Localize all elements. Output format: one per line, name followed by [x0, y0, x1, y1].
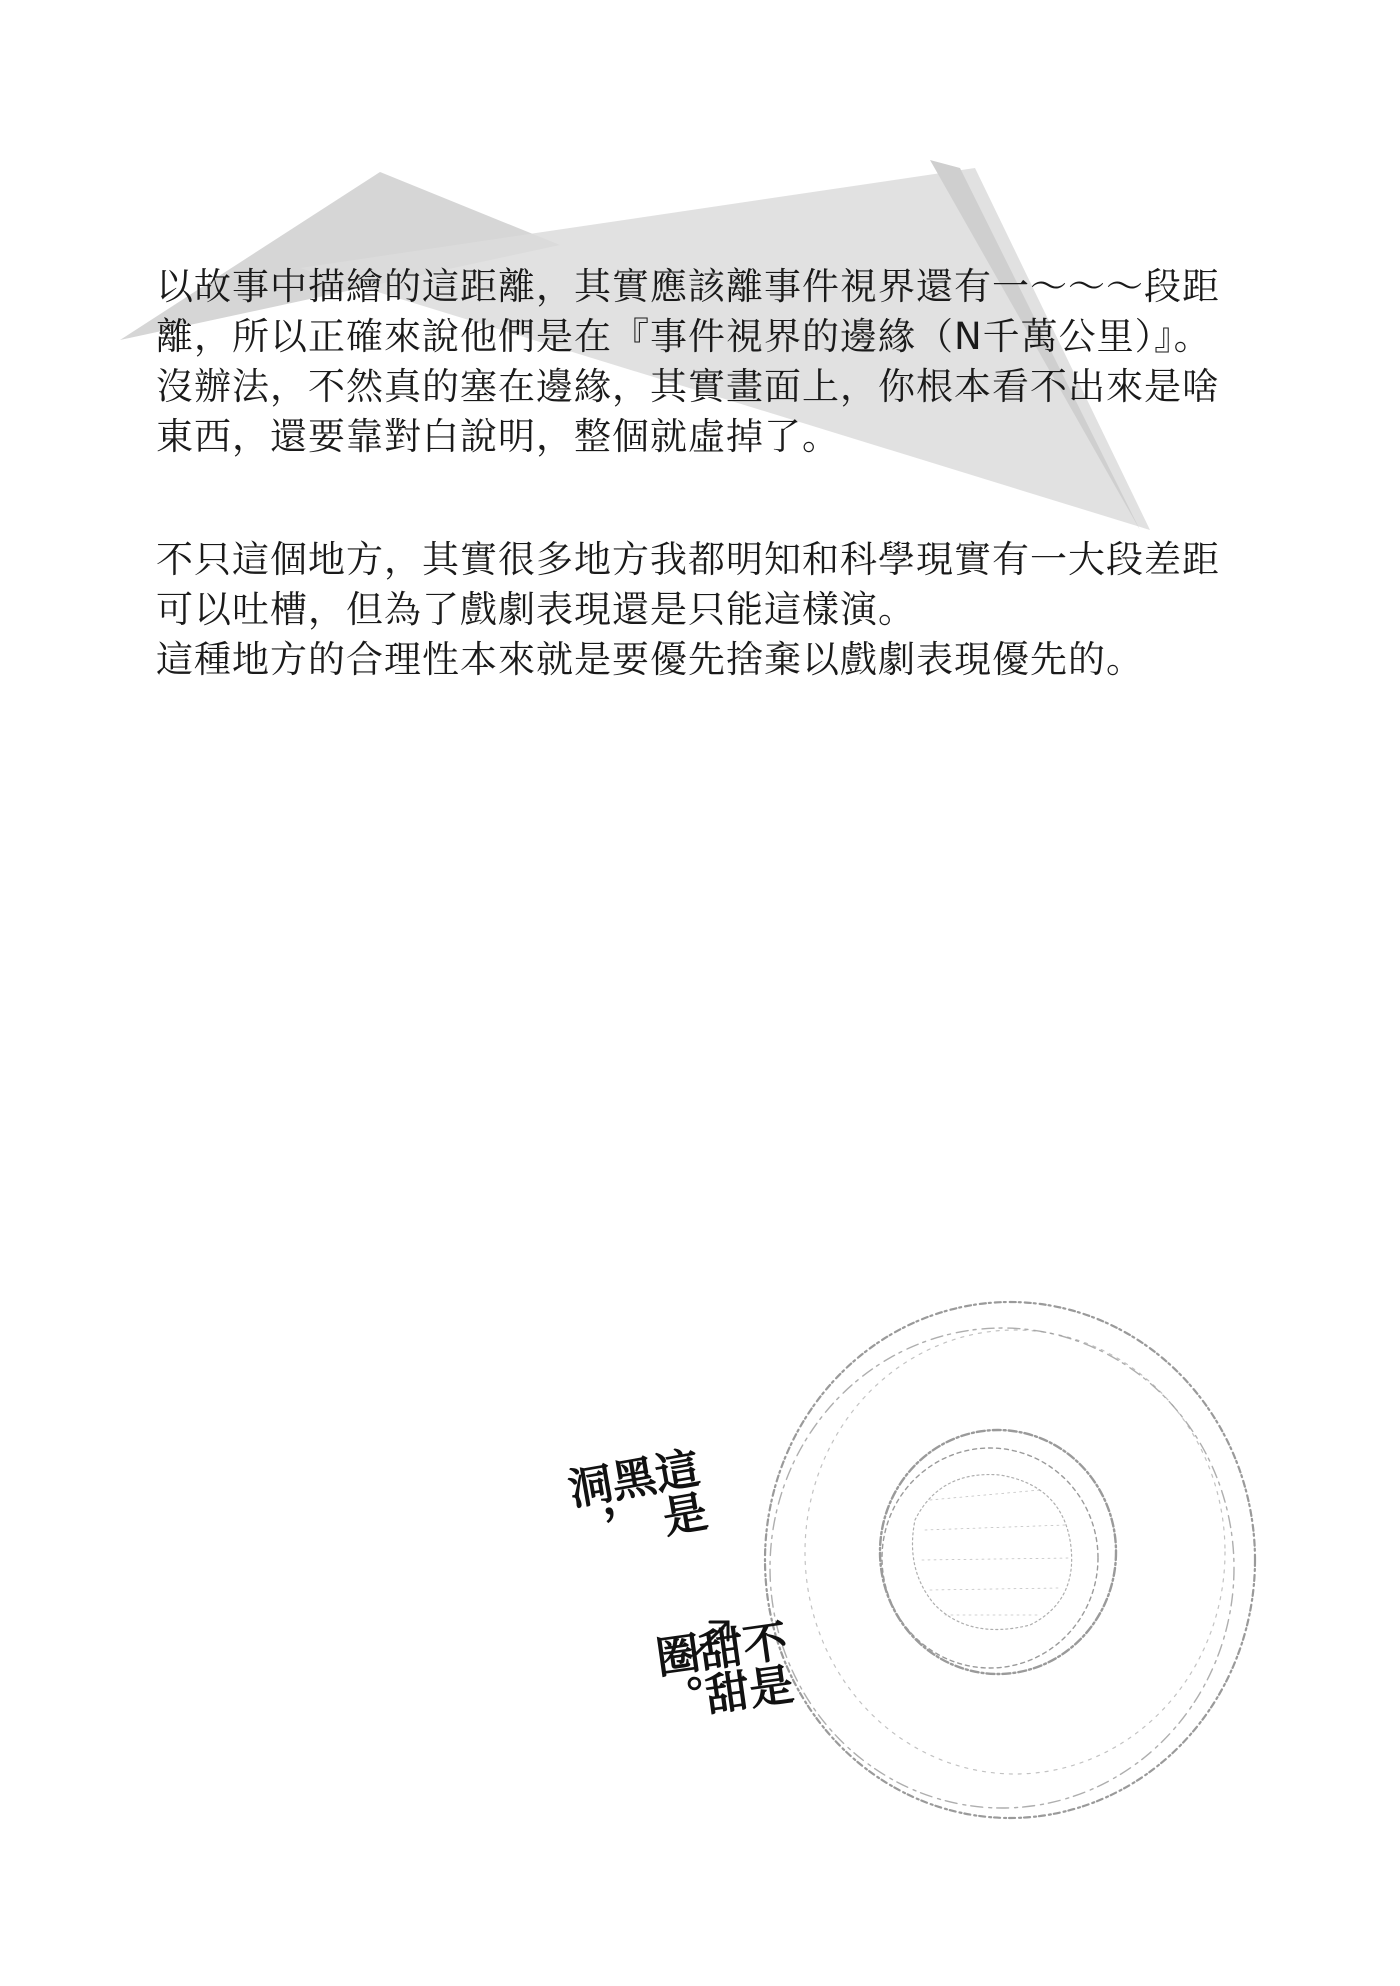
paragraph-1-line: 以故事中描繪的這距離，其實應該離事件視界還有一～～～段距 [156, 265, 1220, 308]
paragraph-1-line: 離，所以正確來說他們是在『事件視界的邊緣（N千萬公里）』。 [156, 315, 1212, 358]
sketch-middle-ring [805, 1330, 1225, 1774]
paragraph-2 [156, 535, 1266, 685]
paragraph-1-line: 沒辦法，不然真的塞在邊緣，其實畫面上，你根本看不出來是啥 [156, 365, 1220, 408]
handwritten-note-line2: 不是甜甜圈。 [645, 1617, 795, 1724]
arrow-icon [690, 1614, 736, 1660]
sketch-inner-ring [880, 1430, 1116, 1674]
sketch-outer-ring [765, 1302, 1255, 1818]
sketch-core-shading [913, 1475, 1072, 1630]
sketch-outer-ring-2 [770, 1328, 1234, 1808]
paragraph-1-line: 東西，還要靠對白說明，整個就虛掉了。 [156, 415, 840, 458]
paragraph-1 [156, 262, 1266, 462]
handwritten-note-line1: 這是黑洞， [557, 1444, 710, 1556]
paragraph-2-line: 這種地方的合理性本來就是要優先捨棄以戲劇表現優先的。 [156, 638, 1144, 681]
paragraph-2-line: 不只這個地方，其實很多地方我都明知和科學現實有一大段差距 [156, 538, 1220, 581]
paragraph-2-line: 可以吐槽，但為了戲劇表現還是只能這樣演。 [156, 588, 916, 631]
sketch-core-hatch [922, 1490, 1070, 1615]
black-hole-sketch [740, 1290, 1280, 1830]
